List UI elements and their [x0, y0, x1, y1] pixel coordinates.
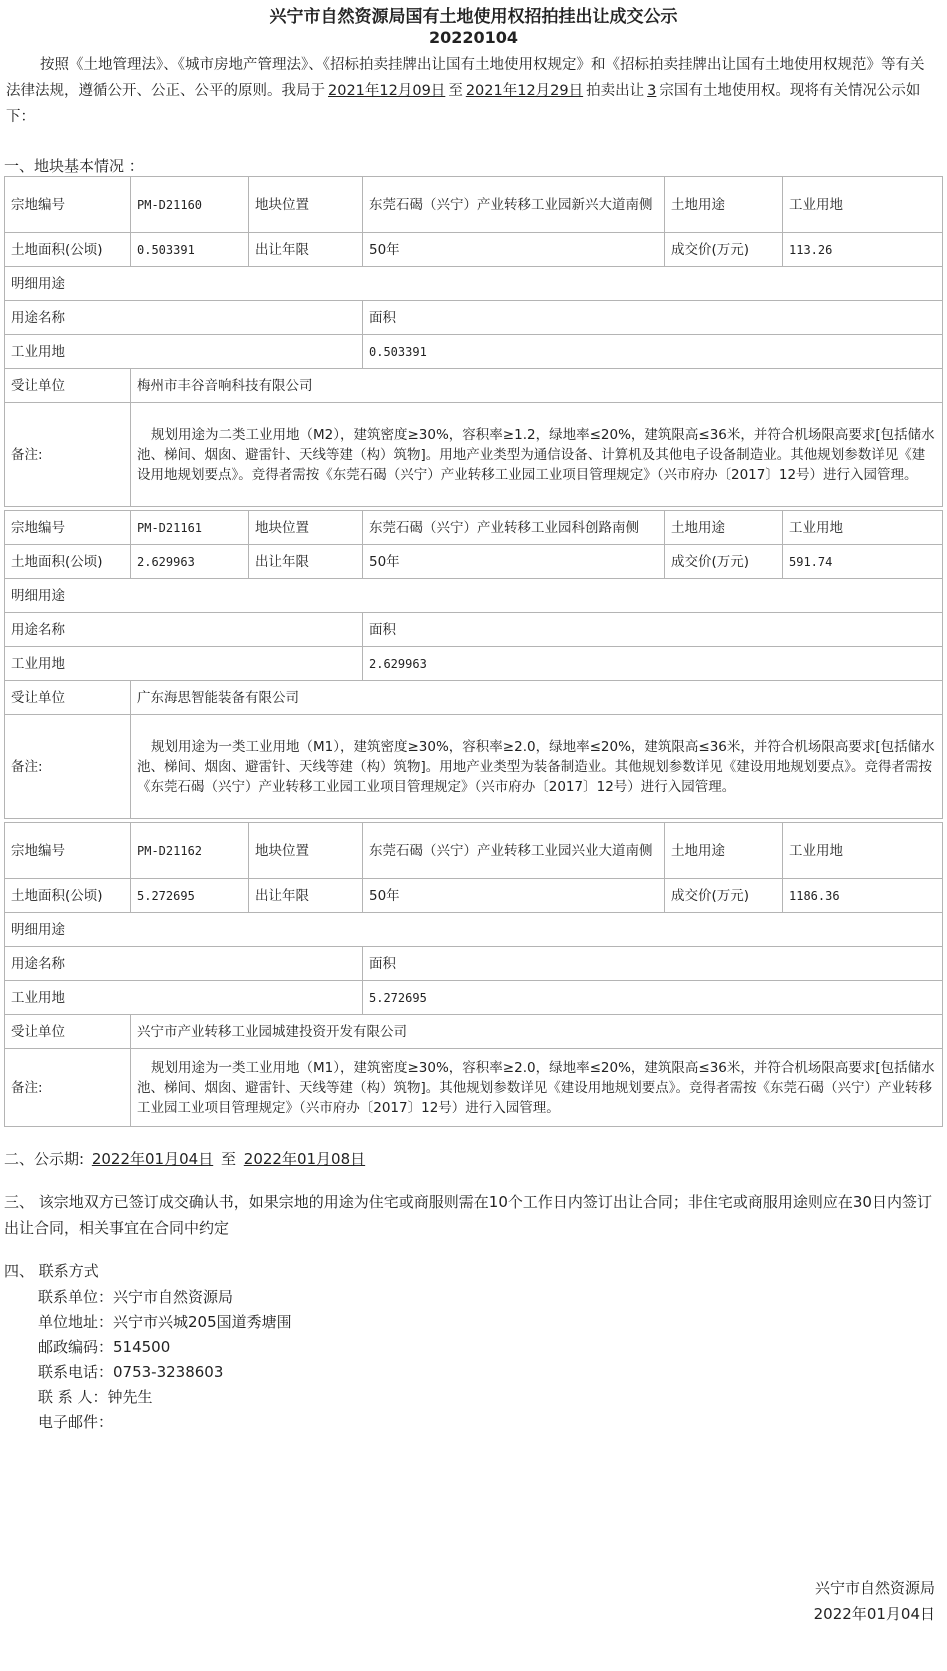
area-label: 土地面积(公顷)	[5, 879, 131, 913]
location-label: 地块位置	[249, 511, 363, 545]
parcel-row-grantee	[5, 369, 943, 403]
grantee-value: 梅州市丰谷音响科技有限公司	[131, 369, 943, 403]
contact-unit: 联系单位：兴宁市自然资源局	[38, 1288, 234, 1306]
term-value: 50年	[363, 545, 665, 579]
parcel-row-detail-head	[5, 579, 943, 613]
detail-area: 5.272695	[363, 981, 943, 1015]
area-value: 5.272695	[131, 879, 249, 913]
detail-use-label: 明细用途	[5, 579, 943, 613]
detail-use-name: 工业用地	[5, 335, 363, 369]
use-area-label: 面积	[363, 613, 943, 647]
parcel-table	[4, 510, 943, 819]
parcel-no-label: 宗地编号	[5, 823, 131, 879]
grantee-label: 受让单位	[5, 1015, 131, 1049]
land-use-label: 土地用途	[665, 823, 783, 879]
parcel-row-basic	[5, 177, 943, 233]
intro-paragraph	[6, 52, 936, 130]
detail-use-name: 工业用地	[5, 647, 363, 681]
term-value: 50年	[363, 233, 665, 267]
publicity-start-date: 2022年01月04日	[91, 1150, 214, 1168]
parcel-table	[4, 822, 943, 1127]
grantee-value: 广东海思智能装备有限公司	[131, 681, 943, 715]
section-2-label: 二、公示期:	[4, 1150, 85, 1168]
price-value: 591.74	[783, 545, 943, 579]
area-label: 土地面积(公顷)	[5, 233, 131, 267]
land-use-value: 工业用地	[783, 823, 943, 879]
page-title-date: 20220104	[428, 28, 519, 47]
remark-label: 备注:	[5, 403, 131, 507]
location-value: 东莞石碣（兴宁）产业转移工业园科创路南侧	[363, 511, 665, 545]
publicity-to: 至	[220, 1150, 236, 1168]
detail-use-label: 明细用途	[5, 913, 943, 947]
section-4-title: 四、 联系方式	[4, 1262, 99, 1280]
location-value: 东莞石碣（兴宁）产业转移工业园新兴大道南侧	[363, 177, 665, 233]
area-value: 0.503391	[131, 233, 249, 267]
use-area-label: 面积	[363, 947, 943, 981]
grantee-label: 受让单位	[5, 681, 131, 715]
parcel-row-remark	[5, 403, 943, 507]
footer-date: 2022年01月04日	[813, 1605, 935, 1623]
term-label: 出让年限	[249, 545, 363, 579]
location-label: 地块位置	[249, 823, 363, 879]
parcel-no-value: PM-D21161	[131, 511, 249, 545]
intro-count: 3	[647, 83, 657, 99]
land-use-value: 工业用地	[783, 511, 943, 545]
remark-value: 规划用途为一类工业用地（M1），建筑密度≥30%，容积率≥2.0，绿地率≤20%，建筑限高≤36米，并符合机场限高要求[包括储水池、梯间、烟囱、避雷针、天线等建（构）筑物]。用地产业类型为装备制造业。其他规划参数详见《建设用地规划要点》。竞得者需按《东莞石碣（兴宁）产业转移工业园工业项目管理规定》（兴市府办〔2017〕12号）进行入园管理。	[131, 715, 943, 819]
parcel-row-detail-columns	[5, 947, 943, 981]
contact-email: 电子邮件：	[38, 1413, 114, 1431]
term-label: 出让年限	[249, 233, 363, 267]
use-name-label: 用途名称	[5, 301, 363, 335]
parcel-no-value: PM-D21162	[131, 823, 249, 879]
land-use-label: 土地用途	[665, 177, 783, 233]
contact-phone: 联系电话：0753-3238603	[38, 1363, 224, 1381]
area-value: 2.629963	[131, 545, 249, 579]
land-use-value: 工业用地	[783, 177, 943, 233]
parcel-row-detail-head	[5, 913, 943, 947]
use-area-label: 面积	[363, 301, 943, 335]
parcel-row-detail-values	[5, 647, 943, 681]
parcel-row-detail-head	[5, 267, 943, 301]
parcel-row-detail-columns	[5, 301, 943, 335]
parcel-table	[4, 176, 943, 507]
detail-area: 2.629963	[363, 647, 943, 681]
section-1-title: 一、地块基本情况 ：	[4, 157, 144, 175]
remark-label: 备注:	[5, 1049, 131, 1127]
area-label: 土地面积(公顷)	[5, 545, 131, 579]
contact-postcode: 邮政编码：514500	[38, 1338, 171, 1356]
parcel-row-remark	[5, 715, 943, 819]
contact-info	[38, 1285, 947, 1435]
parcel-no-label: 宗地编号	[5, 177, 131, 233]
footer-signature	[814, 1575, 935, 1627]
detail-use-label: 明细用途	[5, 267, 943, 301]
parcel-row-detail-values	[5, 335, 943, 369]
detail-use-name: 工业用地	[5, 981, 363, 1015]
remark-value: 规划用途为二类工业用地（M2），建筑密度≥30%，容积率≥1.2，绿地率≤20%，建筑限高≤36米，并符合机场限高要求[包括储水池、梯间、烟囱、避雷针、天线等建（构）筑物]。用地产业类型为通信设备、计算机及其他电子设备制造业。其他规划参数详见《建设用地规划要点》。竞得者需按《东莞石碣（兴宁）产业转移工业园工业项目管理规定》（兴市府办〔2017〕12号）进行入园管理。	[131, 403, 943, 507]
section-3-contract-note: 三、 该宗地双方已签订成交确认书，如果宗地的用途为住宅或商服则需在10个工作日内签订出让合同；非住宅或商服用途则应在30日内签订出让合同，相关事宜在合同中约定	[4, 1193, 932, 1237]
intro-start-date: 2021年12月09日	[328, 83, 446, 99]
parcel-row-basic	[5, 823, 943, 879]
contact-person: 联 系 人：钟先生	[38, 1388, 153, 1406]
intro-text-after: 宗国有土地使用权。现将有关情况公示如下：	[6, 83, 921, 125]
intro-text-before: 按照《土地管理法》、《城市房地产管理法》、《招标拍卖挂牌出让国有土地使用权规定》和《招标拍卖挂牌出让国有土地使用权规范》等有关法律法规，遵循公开、公正、公平的原则。我局于	[6, 57, 925, 99]
location-value: 东莞石碣（兴宁）产业转移工业园兴业大道南侧	[363, 823, 665, 879]
remark-label: 备注:	[5, 715, 131, 819]
parcel-no-value: PM-D21160	[131, 177, 249, 233]
term-value: 50年	[363, 879, 665, 913]
grantee-value: 兴宁市产业转移工业园城建投资开发有限公司	[131, 1015, 943, 1049]
section-2-publicity-period	[4, 1149, 947, 1169]
contact-address: 单位地址：兴宁市兴城205国道秀塘围	[38, 1313, 292, 1331]
page-title: 兴宁市自然资源局国有土地使用权招拍挂出让成交公示	[269, 7, 678, 27]
price-value: 113.26	[783, 233, 943, 267]
use-name-label: 用途名称	[5, 613, 363, 647]
parcel-row-grantee	[5, 681, 943, 715]
price-label: 成交价(万元)	[665, 233, 783, 267]
parcel-row-remark	[5, 1049, 943, 1127]
price-label: 成交价(万元)	[665, 879, 783, 913]
location-label: 地块位置	[249, 177, 363, 233]
term-label: 出让年限	[249, 879, 363, 913]
parcel-row-area	[5, 879, 943, 913]
land-use-label: 土地用途	[665, 511, 783, 545]
parcel-row-area	[5, 233, 943, 267]
parcel-row-area	[5, 545, 943, 579]
parcel-no-label: 宗地编号	[5, 511, 131, 545]
remark-value: 规划用途为一类工业用地（M1），建筑密度≥30%，容积率≥2.0，绿地率≤20%，建筑限高≤36米，并符合机场限高要求[包括储水池、梯间、烟囱、避雷针、天线等建（构）筑物]。其他规划参数详见《建设用地规划要点》。竞得者需按《东莞石碣（兴宁）产业转移工业园工业项目管理规定》（兴市府办〔2017〕12号）进行入园管理。	[131, 1049, 943, 1127]
price-label: 成交价(万元)	[665, 545, 783, 579]
grantee-label: 受让单位	[5, 369, 131, 403]
publicity-end-date: 2022年01月08日	[243, 1150, 366, 1168]
parcel-row-detail-columns	[5, 613, 943, 647]
parcel-row-grantee	[5, 1015, 943, 1049]
parcel-tables	[4, 176, 947, 1127]
parcel-row-detail-values	[5, 981, 943, 1015]
detail-area: 0.503391	[363, 335, 943, 369]
price-value: 1186.36	[783, 879, 943, 913]
use-name-label: 用途名称	[5, 947, 363, 981]
intro-text-mid: 拍卖出让	[586, 83, 645, 99]
intro-to: 至	[448, 83, 463, 99]
footer-org: 兴宁市自然资源局	[814, 1579, 935, 1597]
parcel-row-basic	[5, 511, 943, 545]
intro-end-date: 2021年12月29日	[465, 83, 584, 99]
